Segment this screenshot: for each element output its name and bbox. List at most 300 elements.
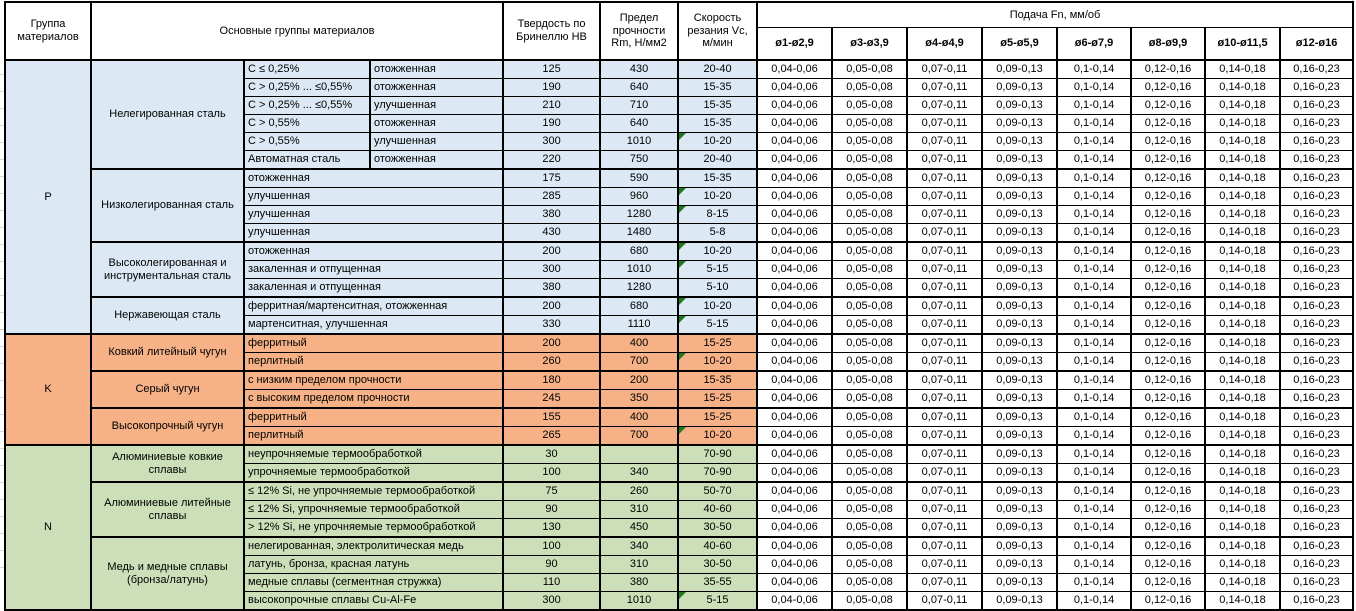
state-cell[interactable]: отожженная bbox=[370, 60, 503, 79]
rm-cell[interactable]: 700 bbox=[600, 353, 678, 372]
feed-cell-5[interactable]: 0,12-0,16 bbox=[1131, 556, 1205, 574]
feed-cell-5[interactable]: 0,12-0,16 bbox=[1131, 537, 1205, 556]
vc-cell[interactable]: 5-10 bbox=[678, 279, 757, 298]
feed-cell-3[interactable]: 0,09-0,13 bbox=[982, 592, 1057, 611]
feed-cell-1[interactable]: 0,05-0,08 bbox=[832, 556, 907, 574]
hb-cell[interactable]: 125 bbox=[503, 60, 600, 79]
feed-cell-0[interactable]: 0,04-0,06 bbox=[757, 501, 832, 519]
state-cell[interactable]: отожженная bbox=[244, 169, 503, 188]
feed-cell-5[interactable]: 0,12-0,16 bbox=[1131, 371, 1205, 390]
feed-cell-2[interactable]: 0,07-0,11 bbox=[907, 169, 982, 188]
feed-cell-1[interactable]: 0,05-0,08 bbox=[832, 501, 907, 519]
feed-cell-4[interactable]: 0,1-0,14 bbox=[1057, 519, 1131, 538]
feed-cell-3[interactable]: 0,09-0,13 bbox=[982, 79, 1057, 97]
feed-cell-1[interactable]: 0,05-0,08 bbox=[832, 574, 907, 592]
feed-cell-2[interactable]: 0,07-0,11 bbox=[907, 427, 982, 446]
vc-cell[interactable]: 10-20 bbox=[678, 353, 757, 372]
feed-cell-7[interactable]: 0,16-0,23 bbox=[1280, 353, 1353, 372]
feed-cell-5[interactable]: 0,12-0,16 bbox=[1131, 464, 1205, 483]
hb-cell[interactable]: 190 bbox=[503, 115, 600, 133]
feed-cell-6[interactable]: 0,14-0,18 bbox=[1205, 353, 1280, 372]
feed-cell-7[interactable]: 0,16-0,23 bbox=[1280, 169, 1353, 188]
rm-cell[interactable]: 1010 bbox=[600, 261, 678, 279]
rm-cell[interactable]: 590 bbox=[600, 169, 678, 188]
feed-cell-6[interactable]: 0,14-0,18 bbox=[1205, 537, 1280, 556]
rm-cell[interactable]: 1110 bbox=[600, 316, 678, 335]
hb-cell[interactable]: 210 bbox=[503, 97, 600, 115]
feed-cell-6[interactable]: 0,14-0,18 bbox=[1205, 445, 1280, 464]
rm-cell[interactable]: 680 bbox=[600, 297, 678, 316]
vc-cell[interactable]: 20-40 bbox=[678, 151, 757, 170]
feed-cell-0[interactable]: 0,04-0,06 bbox=[757, 60, 832, 79]
feed-cell-3[interactable]: 0,09-0,13 bbox=[982, 151, 1057, 170]
vc-cell[interactable]: 10-20 bbox=[678, 427, 757, 446]
feed-cell-3[interactable]: 0,09-0,13 bbox=[982, 297, 1057, 316]
feed-cell-5[interactable]: 0,12-0,16 bbox=[1131, 188, 1205, 206]
state-cell[interactable]: латунь, бронза, красная латунь bbox=[244, 556, 503, 574]
feed-cell-5[interactable]: 0,12-0,16 bbox=[1131, 60, 1205, 79]
header-feed-diameter-5[interactable]: ø8-ø9,9 bbox=[1131, 28, 1205, 61]
feed-cell-7[interactable]: 0,16-0,23 bbox=[1280, 408, 1353, 427]
feed-cell-1[interactable]: 0,05-0,08 bbox=[832, 97, 907, 115]
feed-cell-7[interactable]: 0,16-0,23 bbox=[1280, 97, 1353, 115]
feed-cell-4[interactable]: 0,1-0,14 bbox=[1057, 224, 1131, 243]
feed-cell-6[interactable]: 0,14-0,18 bbox=[1205, 592, 1280, 611]
rm-cell[interactable]: 380 bbox=[600, 574, 678, 592]
feed-cell-0[interactable]: 0,04-0,06 bbox=[757, 316, 832, 335]
feed-cell-2[interactable]: 0,07-0,11 bbox=[907, 279, 982, 298]
feed-cell-6[interactable]: 0,14-0,18 bbox=[1205, 206, 1280, 224]
rm-cell[interactable]: 1280 bbox=[600, 279, 678, 298]
vc-cell[interactable]: 5-15 bbox=[678, 261, 757, 279]
hb-cell[interactable]: 380 bbox=[503, 206, 600, 224]
feed-cell-3[interactable]: 0,09-0,13 bbox=[982, 206, 1057, 224]
feed-cell-2[interactable]: 0,07-0,11 bbox=[907, 334, 982, 353]
feed-cell-6[interactable]: 0,14-0,18 bbox=[1205, 279, 1280, 298]
rm-cell[interactable]: 1480 bbox=[600, 224, 678, 243]
feed-cell-4[interactable]: 0,1-0,14 bbox=[1057, 206, 1131, 224]
feed-cell-0[interactable]: 0,04-0,06 bbox=[757, 482, 832, 501]
feed-cell-1[interactable]: 0,05-0,08 bbox=[832, 151, 907, 170]
state-cell[interactable]: отожженная bbox=[370, 79, 503, 97]
feed-cell-6[interactable]: 0,14-0,18 bbox=[1205, 408, 1280, 427]
hb-cell[interactable]: 110 bbox=[503, 574, 600, 592]
vc-cell[interactable]: 10-20 bbox=[678, 242, 757, 261]
feed-cell-2[interactable]: 0,07-0,11 bbox=[907, 261, 982, 279]
feed-cell-3[interactable]: 0,09-0,13 bbox=[982, 279, 1057, 298]
feed-cell-7[interactable]: 0,16-0,23 bbox=[1280, 519, 1353, 538]
feed-cell-2[interactable]: 0,07-0,11 bbox=[907, 79, 982, 97]
feed-cell-4[interactable]: 0,1-0,14 bbox=[1057, 445, 1131, 464]
feed-cell-4[interactable]: 0,1-0,14 bbox=[1057, 334, 1131, 353]
rm-cell[interactable]: 680 bbox=[600, 242, 678, 261]
subgroup-name-cell[interactable]: Нержавеющая сталь bbox=[91, 297, 244, 334]
feed-cell-3[interactable]: 0,09-0,13 bbox=[982, 519, 1057, 538]
feed-cell-5[interactable]: 0,12-0,16 bbox=[1131, 169, 1205, 188]
feed-cell-4[interactable]: 0,1-0,14 bbox=[1057, 97, 1131, 115]
feed-cell-6[interactable]: 0,14-0,18 bbox=[1205, 79, 1280, 97]
state-cell[interactable]: ферритный bbox=[244, 334, 503, 353]
feed-cell-4[interactable]: 0,1-0,14 bbox=[1057, 556, 1131, 574]
feed-cell-3[interactable]: 0,09-0,13 bbox=[982, 60, 1057, 79]
feed-cell-2[interactable]: 0,07-0,11 bbox=[907, 556, 982, 574]
feed-cell-2[interactable]: 0,07-0,11 bbox=[907, 60, 982, 79]
feed-cell-2[interactable]: 0,07-0,11 bbox=[907, 188, 982, 206]
feed-cell-0[interactable]: 0,04-0,06 bbox=[757, 464, 832, 483]
hb-cell[interactable]: 75 bbox=[503, 482, 600, 501]
feed-cell-0[interactable]: 0,04-0,06 bbox=[757, 79, 832, 97]
feed-cell-0[interactable]: 0,04-0,06 bbox=[757, 427, 832, 446]
feed-cell-2[interactable]: 0,07-0,11 bbox=[907, 224, 982, 243]
feed-cell-6[interactable]: 0,14-0,18 bbox=[1205, 482, 1280, 501]
feed-cell-4[interactable]: 0,1-0,14 bbox=[1057, 592, 1131, 611]
feed-cell-6[interactable]: 0,14-0,18 bbox=[1205, 97, 1280, 115]
hb-cell[interactable]: 30 bbox=[503, 445, 600, 464]
hb-cell[interactable]: 155 bbox=[503, 408, 600, 427]
feed-cell-3[interactable]: 0,09-0,13 bbox=[982, 188, 1057, 206]
feed-cell-1[interactable]: 0,05-0,08 bbox=[832, 445, 907, 464]
state-cell[interactable]: ≤ 12% Si, упрочняемые термообработкой bbox=[244, 501, 503, 519]
state-cell[interactable]: упрочняемые термообработкой bbox=[244, 464, 503, 483]
feed-cell-2[interactable]: 0,07-0,11 bbox=[907, 353, 982, 372]
material-cell[interactable]: C ≤ 0,25% bbox=[244, 60, 370, 79]
state-cell[interactable]: нелегированная, электролитическая медь bbox=[244, 537, 503, 556]
feed-cell-5[interactable]: 0,12-0,16 bbox=[1131, 592, 1205, 611]
feed-cell-0[interactable]: 0,04-0,06 bbox=[757, 556, 832, 574]
material-cell[interactable]: Автоматная сталь bbox=[244, 151, 370, 170]
feed-cell-0[interactable]: 0,04-0,06 bbox=[757, 519, 832, 538]
feed-cell-0[interactable]: 0,04-0,06 bbox=[757, 188, 832, 206]
feed-cell-0[interactable]: 0,04-0,06 bbox=[757, 97, 832, 115]
feed-cell-7[interactable]: 0,16-0,23 bbox=[1280, 482, 1353, 501]
vc-cell[interactable]: 5-15 bbox=[678, 316, 757, 335]
hb-cell[interactable]: 260 bbox=[503, 353, 600, 372]
feed-cell-6[interactable]: 0,14-0,18 bbox=[1205, 261, 1280, 279]
feed-cell-0[interactable]: 0,04-0,06 bbox=[757, 390, 832, 409]
hb-cell[interactable]: 430 bbox=[503, 224, 600, 243]
vc-cell[interactable]: 15-25 bbox=[678, 390, 757, 409]
feed-cell-7[interactable]: 0,16-0,23 bbox=[1280, 592, 1353, 611]
feed-cell-1[interactable]: 0,05-0,08 bbox=[832, 482, 907, 501]
feed-cell-7[interactable]: 0,16-0,23 bbox=[1280, 537, 1353, 556]
feed-cell-1[interactable]: 0,05-0,08 bbox=[832, 297, 907, 316]
feed-cell-5[interactable]: 0,12-0,16 bbox=[1131, 224, 1205, 243]
feed-cell-4[interactable]: 0,1-0,14 bbox=[1057, 316, 1131, 335]
hb-cell[interactable]: 285 bbox=[503, 188, 600, 206]
feed-cell-1[interactable]: 0,05-0,08 bbox=[832, 353, 907, 372]
feed-cell-3[interactable]: 0,09-0,13 bbox=[982, 537, 1057, 556]
material-cell[interactable]: C > 0,25% ... ≤0,55% bbox=[244, 79, 370, 97]
feed-cell-4[interactable]: 0,1-0,14 bbox=[1057, 188, 1131, 206]
feed-cell-7[interactable]: 0,16-0,23 bbox=[1280, 427, 1353, 446]
subgroup-name-cell[interactable]: Нелегированная сталь bbox=[91, 60, 244, 169]
material-cell[interactable]: C > 0,55% bbox=[244, 133, 370, 151]
feed-cell-1[interactable]: 0,05-0,08 bbox=[832, 115, 907, 133]
hb-cell[interactable]: 265 bbox=[503, 427, 600, 446]
feed-cell-7[interactable]: 0,16-0,23 bbox=[1280, 224, 1353, 243]
feed-cell-6[interactable]: 0,14-0,18 bbox=[1205, 242, 1280, 261]
feed-cell-6[interactable]: 0,14-0,18 bbox=[1205, 464, 1280, 483]
feed-cell-5[interactable]: 0,12-0,16 bbox=[1131, 445, 1205, 464]
rm-cell[interactable] bbox=[600, 445, 678, 464]
header-feed-diameter-6[interactable]: ø10-ø11,5 bbox=[1205, 28, 1280, 61]
feed-cell-4[interactable]: 0,1-0,14 bbox=[1057, 482, 1131, 501]
feed-cell-6[interactable]: 0,14-0,18 bbox=[1205, 316, 1280, 335]
feed-cell-1[interactable]: 0,05-0,08 bbox=[832, 133, 907, 151]
header-feed-diameter-7[interactable]: ø12-ø16 bbox=[1280, 28, 1353, 61]
rm-cell[interactable]: 200 bbox=[600, 371, 678, 390]
feed-cell-3[interactable]: 0,09-0,13 bbox=[982, 556, 1057, 574]
feed-cell-7[interactable]: 0,16-0,23 bbox=[1280, 574, 1353, 592]
header-feed-title[interactable]: Подача Fn, мм/об bbox=[757, 2, 1353, 28]
feed-cell-5[interactable]: 0,12-0,16 bbox=[1131, 261, 1205, 279]
state-cell[interactable]: улучшенная bbox=[244, 188, 503, 206]
feed-cell-2[interactable]: 0,07-0,11 bbox=[907, 445, 982, 464]
feed-cell-4[interactable]: 0,1-0,14 bbox=[1057, 133, 1131, 151]
feed-cell-6[interactable]: 0,14-0,18 bbox=[1205, 390, 1280, 409]
subgroup-name-cell[interactable]: Алюминиевые литейные сплавы bbox=[91, 482, 244, 537]
feed-cell-5[interactable]: 0,12-0,16 bbox=[1131, 297, 1205, 316]
feed-cell-0[interactable]: 0,04-0,06 bbox=[757, 261, 832, 279]
feed-cell-1[interactable]: 0,05-0,08 bbox=[832, 464, 907, 483]
feed-cell-2[interactable]: 0,07-0,11 bbox=[907, 482, 982, 501]
hb-cell[interactable]: 90 bbox=[503, 501, 600, 519]
feed-cell-7[interactable]: 0,16-0,23 bbox=[1280, 242, 1353, 261]
vc-cell[interactable]: 15-35 bbox=[678, 115, 757, 133]
feed-cell-0[interactable]: 0,04-0,06 bbox=[757, 408, 832, 427]
feed-cell-2[interactable]: 0,07-0,11 bbox=[907, 371, 982, 390]
hb-cell[interactable]: 180 bbox=[503, 371, 600, 390]
feed-cell-7[interactable]: 0,16-0,23 bbox=[1280, 115, 1353, 133]
feed-cell-6[interactable]: 0,14-0,18 bbox=[1205, 133, 1280, 151]
subgroup-name-cell[interactable]: Ковкий литейный чугун bbox=[91, 334, 244, 371]
feed-cell-3[interactable]: 0,09-0,13 bbox=[982, 501, 1057, 519]
state-cell[interactable]: отожженная bbox=[370, 115, 503, 133]
state-cell[interactable]: ферритная/мартенситная, отожженная bbox=[244, 297, 503, 316]
feed-cell-6[interactable]: 0,14-0,18 bbox=[1205, 556, 1280, 574]
header-cutting-speed-vc[interactable]: Скорость резания Vc, м/мин bbox=[678, 2, 757, 60]
feed-cell-1[interactable]: 0,05-0,08 bbox=[832, 519, 907, 538]
feed-cell-4[interactable]: 0,1-0,14 bbox=[1057, 242, 1131, 261]
feed-cell-7[interactable]: 0,16-0,23 bbox=[1280, 501, 1353, 519]
group-letter-cell[interactable]: K bbox=[5, 334, 91, 445]
hb-cell[interactable]: 190 bbox=[503, 79, 600, 97]
feed-cell-5[interactable]: 0,12-0,16 bbox=[1131, 501, 1205, 519]
feed-cell-3[interactable]: 0,09-0,13 bbox=[982, 133, 1057, 151]
feed-cell-4[interactable]: 0,1-0,14 bbox=[1057, 79, 1131, 97]
feed-cell-6[interactable]: 0,14-0,18 bbox=[1205, 334, 1280, 353]
rm-cell[interactable]: 960 bbox=[600, 188, 678, 206]
hb-cell[interactable]: 90 bbox=[503, 556, 600, 574]
vc-cell[interactable]: 10-20 bbox=[678, 188, 757, 206]
rm-cell[interactable]: 340 bbox=[600, 464, 678, 483]
feed-cell-2[interactable]: 0,07-0,11 bbox=[907, 464, 982, 483]
feed-cell-4[interactable]: 0,1-0,14 bbox=[1057, 297, 1131, 316]
feed-cell-0[interactable]: 0,04-0,06 bbox=[757, 371, 832, 390]
hb-cell[interactable]: 300 bbox=[503, 133, 600, 151]
rm-cell[interactable]: 450 bbox=[600, 519, 678, 538]
state-cell[interactable]: закаленная и отпущенная bbox=[244, 279, 503, 298]
feed-cell-1[interactable]: 0,05-0,08 bbox=[832, 242, 907, 261]
rm-cell[interactable]: 1010 bbox=[600, 592, 678, 611]
feed-cell-2[interactable]: 0,07-0,11 bbox=[907, 592, 982, 611]
feed-cell-5[interactable]: 0,12-0,16 bbox=[1131, 353, 1205, 372]
feed-cell-0[interactable]: 0,04-0,06 bbox=[757, 206, 832, 224]
group-letter-cell[interactable]: N bbox=[5, 445, 91, 610]
feed-cell-4[interactable]: 0,1-0,14 bbox=[1057, 390, 1131, 409]
vc-cell[interactable]: 70-90 bbox=[678, 464, 757, 483]
hb-cell[interactable]: 300 bbox=[503, 592, 600, 611]
feed-cell-6[interactable]: 0,14-0,18 bbox=[1205, 60, 1280, 79]
group-letter-cell[interactable]: P bbox=[5, 60, 91, 334]
feed-cell-2[interactable]: 0,07-0,11 bbox=[907, 316, 982, 335]
feed-cell-7[interactable]: 0,16-0,23 bbox=[1280, 390, 1353, 409]
hb-cell[interactable]: 130 bbox=[503, 519, 600, 538]
feed-cell-3[interactable]: 0,09-0,13 bbox=[982, 482, 1057, 501]
feed-cell-7[interactable]: 0,16-0,23 bbox=[1280, 334, 1353, 353]
feed-cell-4[interactable]: 0,1-0,14 bbox=[1057, 151, 1131, 170]
state-cell[interactable]: с высоким пределом прочности bbox=[244, 390, 503, 409]
state-cell[interactable]: с низким пределом прочности bbox=[244, 371, 503, 390]
header-material-group[interactable]: Группа материалов bbox=[5, 2, 91, 60]
state-cell[interactable]: улучшенная bbox=[244, 206, 503, 224]
feed-cell-1[interactable]: 0,05-0,08 bbox=[832, 371, 907, 390]
hb-cell[interactable]: 300 bbox=[503, 261, 600, 279]
feed-cell-1[interactable]: 0,05-0,08 bbox=[832, 316, 907, 335]
rm-cell[interactable]: 260 bbox=[600, 482, 678, 501]
feed-cell-5[interactable]: 0,12-0,16 bbox=[1131, 115, 1205, 133]
vc-cell[interactable]: 35-55 bbox=[678, 574, 757, 592]
feed-cell-2[interactable]: 0,07-0,11 bbox=[907, 97, 982, 115]
vc-cell[interactable]: 40-60 bbox=[678, 501, 757, 519]
vc-cell[interactable]: 15-35 bbox=[678, 97, 757, 115]
feed-cell-6[interactable]: 0,14-0,18 bbox=[1205, 501, 1280, 519]
state-cell[interactable]: улучшенная bbox=[244, 224, 503, 243]
state-cell[interactable]: неупрочняемые термообработкой bbox=[244, 445, 503, 464]
state-cell[interactable]: > 12% Si, не упрочняемые термообработкой bbox=[244, 519, 503, 538]
feed-cell-1[interactable]: 0,05-0,08 bbox=[832, 408, 907, 427]
feed-cell-0[interactable]: 0,04-0,06 bbox=[757, 224, 832, 243]
vc-cell[interactable]: 15-35 bbox=[678, 371, 757, 390]
vc-cell[interactable]: 30-50 bbox=[678, 556, 757, 574]
hb-cell[interactable]: 380 bbox=[503, 279, 600, 298]
feed-cell-6[interactable]: 0,14-0,18 bbox=[1205, 169, 1280, 188]
hb-cell[interactable]: 200 bbox=[503, 334, 600, 353]
feed-cell-2[interactable]: 0,07-0,11 bbox=[907, 297, 982, 316]
feed-cell-7[interactable]: 0,16-0,23 bbox=[1280, 464, 1353, 483]
subgroup-name-cell[interactable]: Высокопрочный чугун bbox=[91, 408, 244, 445]
rm-cell[interactable]: 350 bbox=[600, 390, 678, 409]
feed-cell-5[interactable]: 0,12-0,16 bbox=[1131, 427, 1205, 446]
hb-cell[interactable]: 200 bbox=[503, 297, 600, 316]
feed-cell-0[interactable]: 0,04-0,06 bbox=[757, 353, 832, 372]
feed-cell-2[interactable]: 0,07-0,11 bbox=[907, 151, 982, 170]
subgroup-name-cell[interactable]: Алюминиевые ковкие сплавы bbox=[91, 445, 244, 482]
feed-cell-6[interactable]: 0,14-0,18 bbox=[1205, 188, 1280, 206]
feed-cell-4[interactable]: 0,1-0,14 bbox=[1057, 115, 1131, 133]
vc-cell[interactable]: 10-20 bbox=[678, 297, 757, 316]
rm-cell[interactable]: 710 bbox=[600, 97, 678, 115]
feed-cell-1[interactable]: 0,05-0,08 bbox=[832, 79, 907, 97]
state-cell[interactable]: медные сплавы (сегментная стружка) bbox=[244, 574, 503, 592]
feed-cell-4[interactable]: 0,1-0,14 bbox=[1057, 279, 1131, 298]
hb-cell[interactable]: 100 bbox=[503, 464, 600, 483]
feed-cell-1[interactable]: 0,05-0,08 bbox=[832, 169, 907, 188]
feed-cell-5[interactable]: 0,12-0,16 bbox=[1131, 151, 1205, 170]
feed-cell-2[interactable]: 0,07-0,11 bbox=[907, 519, 982, 538]
feed-cell-7[interactable]: 0,16-0,23 bbox=[1280, 316, 1353, 335]
feed-cell-0[interactable]: 0,04-0,06 bbox=[757, 537, 832, 556]
feed-cell-2[interactable]: 0,07-0,11 bbox=[907, 242, 982, 261]
feed-cell-4[interactable]: 0,1-0,14 bbox=[1057, 537, 1131, 556]
feed-cell-0[interactable]: 0,04-0,06 bbox=[757, 151, 832, 170]
vc-cell[interactable]: 15-25 bbox=[678, 334, 757, 353]
vc-cell[interactable]: 40-60 bbox=[678, 537, 757, 556]
feed-cell-4[interactable]: 0,1-0,14 bbox=[1057, 574, 1131, 592]
feed-cell-5[interactable]: 0,12-0,16 bbox=[1131, 242, 1205, 261]
feed-cell-6[interactable]: 0,14-0,18 bbox=[1205, 115, 1280, 133]
feed-cell-0[interactable]: 0,04-0,06 bbox=[757, 242, 832, 261]
feed-cell-7[interactable]: 0,16-0,23 bbox=[1280, 60, 1353, 79]
header-feed-diameter-3[interactable]: ø5-ø5,9 bbox=[982, 28, 1057, 61]
feed-cell-1[interactable]: 0,05-0,08 bbox=[832, 261, 907, 279]
feed-cell-0[interactable]: 0,04-0,06 bbox=[757, 592, 832, 611]
feed-cell-7[interactable]: 0,16-0,23 bbox=[1280, 79, 1353, 97]
feed-cell-1[interactable]: 0,05-0,08 bbox=[832, 537, 907, 556]
rm-cell[interactable]: 340 bbox=[600, 537, 678, 556]
hb-cell[interactable]: 200 bbox=[503, 242, 600, 261]
feed-cell-0[interactable]: 0,04-0,06 bbox=[757, 297, 832, 316]
feed-cell-6[interactable]: 0,14-0,18 bbox=[1205, 427, 1280, 446]
feed-cell-7[interactable]: 0,16-0,23 bbox=[1280, 188, 1353, 206]
feed-cell-5[interactable]: 0,12-0,16 bbox=[1131, 482, 1205, 501]
vc-cell[interactable]: 15-25 bbox=[678, 408, 757, 427]
feed-cell-3[interactable]: 0,09-0,13 bbox=[982, 464, 1057, 483]
feed-cell-1[interactable]: 0,05-0,08 bbox=[832, 60, 907, 79]
rm-cell[interactable]: 750 bbox=[600, 151, 678, 170]
feed-cell-1[interactable]: 0,05-0,08 bbox=[832, 224, 907, 243]
feed-cell-2[interactable]: 0,07-0,11 bbox=[907, 206, 982, 224]
rm-cell[interactable]: 400 bbox=[600, 408, 678, 427]
state-cell[interactable]: улучшенная bbox=[370, 97, 503, 115]
feed-cell-2[interactable]: 0,07-0,11 bbox=[907, 501, 982, 519]
feed-cell-5[interactable]: 0,12-0,16 bbox=[1131, 390, 1205, 409]
feed-cell-1[interactable]: 0,05-0,08 bbox=[832, 206, 907, 224]
feed-cell-3[interactable]: 0,09-0,13 bbox=[982, 316, 1057, 335]
feed-cell-5[interactable]: 0,12-0,16 bbox=[1131, 316, 1205, 335]
rm-cell[interactable]: 310 bbox=[600, 501, 678, 519]
vc-cell[interactable]: 15-35 bbox=[678, 169, 757, 188]
feed-cell-3[interactable]: 0,09-0,13 bbox=[982, 371, 1057, 390]
hb-cell[interactable]: 100 bbox=[503, 537, 600, 556]
feed-cell-6[interactable]: 0,14-0,18 bbox=[1205, 574, 1280, 592]
feed-cell-4[interactable]: 0,1-0,14 bbox=[1057, 169, 1131, 188]
feed-cell-4[interactable]: 0,1-0,14 bbox=[1057, 60, 1131, 79]
feed-cell-5[interactable]: 0,12-0,16 bbox=[1131, 97, 1205, 115]
state-cell[interactable]: высокопрочные сплавы Cu-Al-Fe bbox=[244, 592, 503, 611]
feed-cell-3[interactable]: 0,09-0,13 bbox=[982, 353, 1057, 372]
feed-cell-0[interactable]: 0,04-0,06 bbox=[757, 279, 832, 298]
state-cell[interactable]: закаленная и отпущенная bbox=[244, 261, 503, 279]
state-cell[interactable]: отожженная bbox=[244, 242, 503, 261]
header-feed-diameter-2[interactable]: ø4-ø4,9 bbox=[907, 28, 982, 61]
header-strength-rm[interactable]: Предел прочности Rm, Н/мм2 bbox=[600, 2, 678, 60]
feed-cell-1[interactable]: 0,05-0,08 bbox=[832, 390, 907, 409]
feed-cell-3[interactable]: 0,09-0,13 bbox=[982, 445, 1057, 464]
rm-cell[interactable]: 430 bbox=[600, 60, 678, 79]
vc-cell[interactable]: 5-8 bbox=[678, 224, 757, 243]
state-cell[interactable]: мартенситная, улучшенная bbox=[244, 316, 503, 335]
